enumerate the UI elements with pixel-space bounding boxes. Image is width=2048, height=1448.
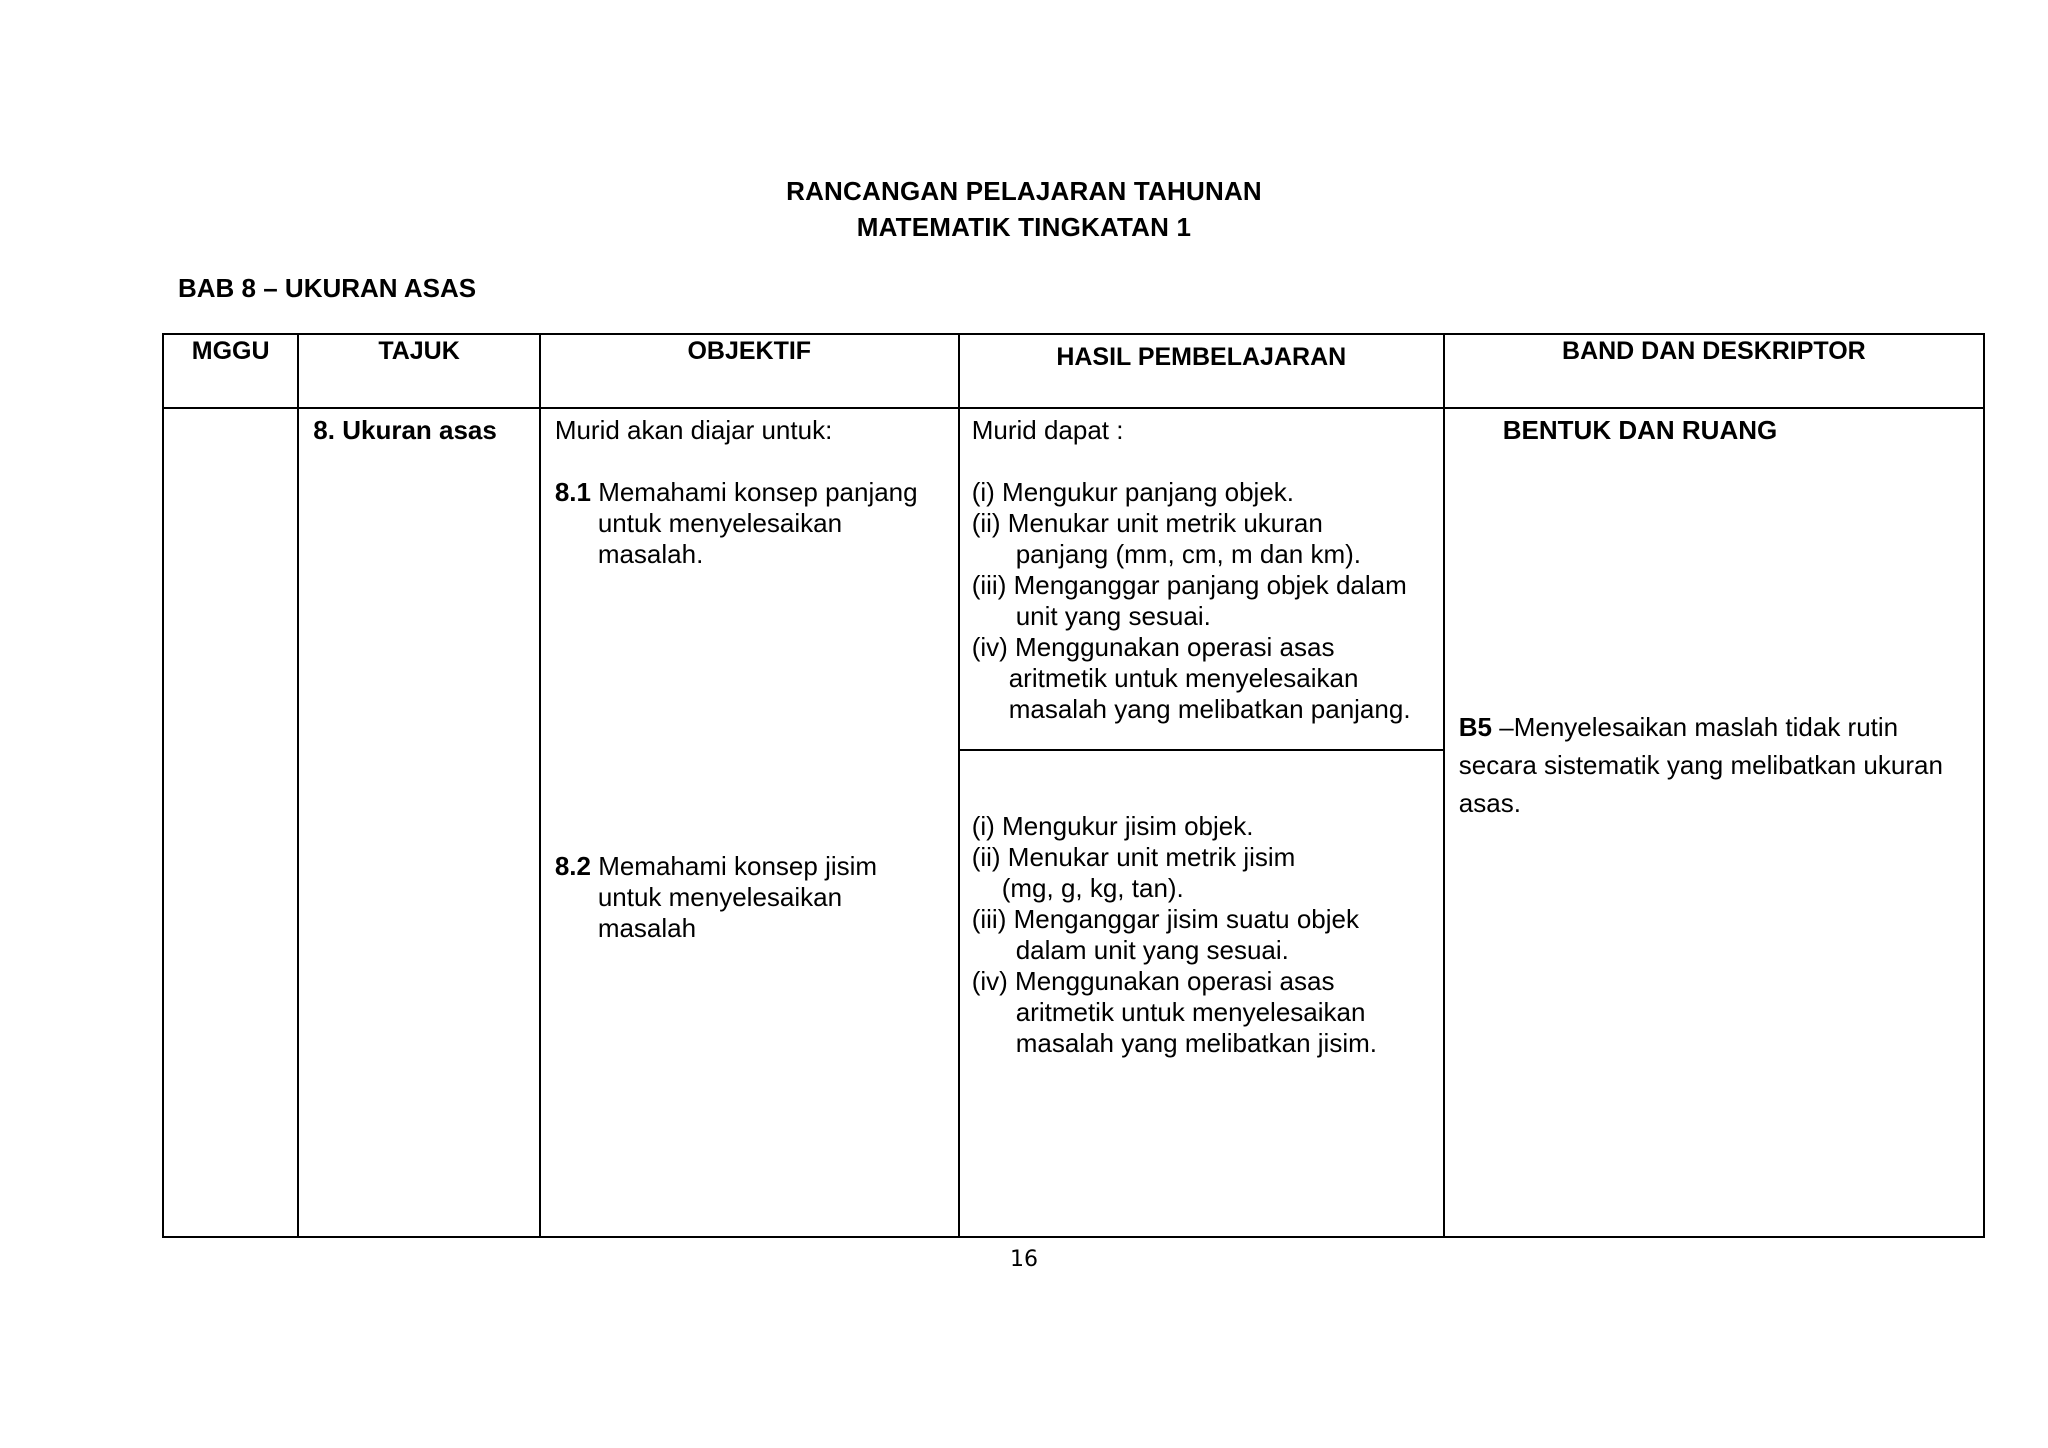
hasil-item-continued: (mg, g, kg, tan). <box>1001 873 1184 903</box>
cell-band <box>1444 408 1984 1237</box>
objective-intro: Murid akan diajar untuk: <box>554 415 833 445</box>
hasil-item: (iii) Menganggar panjang objek dalam <box>971 570 1407 600</box>
objective-text: masalah. <box>597 539 704 569</box>
hasil-mass-block <box>960 749 1443 1059</box>
hasil-item-continued: unit yang sesuai. <box>1015 601 1211 631</box>
hasil-intro: Murid dapat : <box>971 415 1124 445</box>
header-hasil: HASIL PEMBELAJARAN <box>959 334 1444 408</box>
table-header-row <box>163 334 1984 408</box>
band-descriptor <box>1459 708 1969 746</box>
hasil-item-continued: masalah yang melibatkan panjang. <box>1008 694 1411 724</box>
hasil-item-continued: dalam unit yang sesuai. <box>1015 935 1289 965</box>
table-row <box>163 408 1984 1237</box>
band-level: B5 <box>1458 712 1493 742</box>
hasil-item: (iii) Menganggar jisim suatu objek <box>971 904 1360 934</box>
header-objektif: OBJEKTIF <box>540 334 959 408</box>
objective-item-1 <box>555 477 948 508</box>
hasil-item: (ii) Menukar unit metrik ukuran <box>971 508 1323 538</box>
objective-text: untuk menyelesaikan <box>597 882 843 912</box>
band-descriptor-text: secara sistematik yang melibatkan ukuran <box>1458 750 1943 780</box>
hasil-item-continued: panjang (mm, cm, m dan km). <box>1015 539 1362 569</box>
hasil-item: (iv) Menggunakan operasi asas <box>971 632 1335 662</box>
hasil-item-continued: aritmetik untuk menyelesaikan <box>1015 997 1366 1027</box>
header-tajuk: TAJUK <box>298 334 540 408</box>
topic-title: 8. Ukuran asas <box>313 415 497 445</box>
document-title: RANCANGAN PELAJARAN TAHUNAN <box>786 176 1262 206</box>
hasil-item: (i) Mengukur panjang objek. <box>971 477 1295 507</box>
hasil-item-continued: masalah yang melibatkan jisim. <box>1015 1028 1377 1058</box>
chapter-heading: BAB 8 – UKURAN ASAS <box>178 273 477 303</box>
band-heading: BENTUK DAN RUANG <box>1502 415 1778 445</box>
hasil-item: (ii) Menukar unit metrik jisim <box>971 842 1296 872</box>
hasil-length-block <box>972 415 1435 749</box>
objective-text: untuk menyelesaikan <box>597 508 843 538</box>
objective-text: Memahami konsep panjang <box>590 477 918 507</box>
band-descriptor-text: asas. <box>1458 788 1521 818</box>
hasil-item: (iv) Menggunakan operasi asas <box>971 966 1335 996</box>
cell-objektif <box>540 408 959 1237</box>
document-subtitle: MATEMATIK TINGKATAN 1 <box>856 212 1192 242</box>
band-descriptor-text: –Menyelesaikan maslah tidak rutin <box>1492 712 1899 742</box>
objective-item-2 <box>555 851 948 882</box>
header-band: BAND DAN DESKRIPTOR <box>1444 334 1984 408</box>
hasil-item: (i) Mengukur jisim objek. <box>971 811 1254 841</box>
objective-text: Memahami konsep jisim <box>590 851 878 881</box>
lesson-plan-table <box>162 333 1985 1238</box>
cell-tajuk <box>298 408 540 1237</box>
objective-text: masalah <box>597 913 697 943</box>
objective-number: 8.1 <box>554 477 591 507</box>
cell-mggu <box>163 408 298 1237</box>
header-mggu: MGGU <box>163 334 298 408</box>
objective-number: 8.2 <box>554 851 591 881</box>
page-number: 16 <box>1010 1247 1038 1272</box>
cell-hasil <box>959 408 1444 1237</box>
hasil-item-continued: aritmetik untuk menyelesaikan <box>1008 663 1359 693</box>
